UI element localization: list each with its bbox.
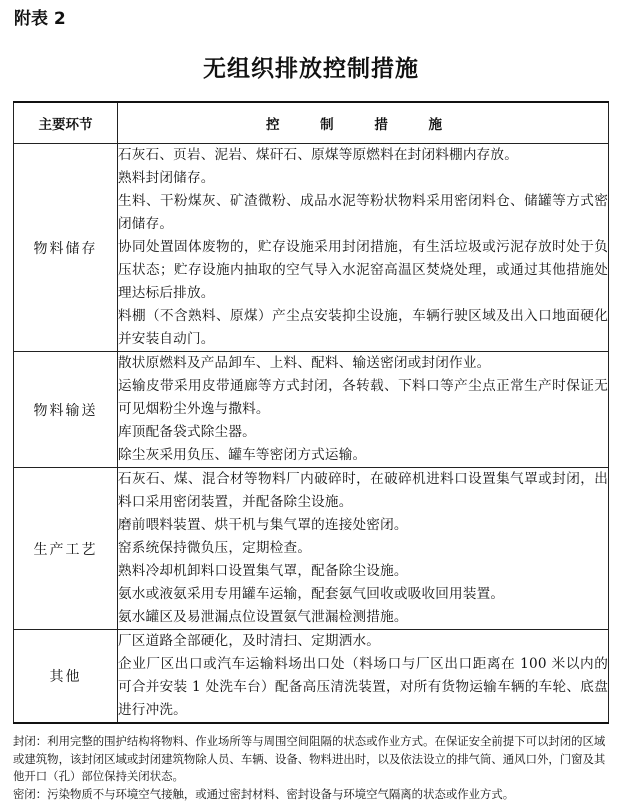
table-row-other xyxy=(14,630,609,724)
row-label-storage: 物料储存 xyxy=(14,144,118,352)
row-label-conveying: 物料输送 xyxy=(14,352,118,468)
measure-item: 散状原燃料及产品卸车、上料、配料、输送密闭或封闭作业。 xyxy=(118,355,491,371)
measure-item: 除尘灰采用负压、罐车等密闭方式运输。 xyxy=(118,447,367,463)
header-control-measures: 控 制 措 施 xyxy=(118,102,609,144)
measure-item: 氨水罐区及易泄漏点位设置氨气泄漏检测措施。 xyxy=(118,609,408,625)
table-row-conveying xyxy=(14,352,609,468)
measure-item: 磨前喂料装置、烘干机与集气罩的连接处密闭。 xyxy=(118,517,408,533)
row-label-process: 生产工艺 xyxy=(14,468,118,630)
measure-item: 库顶配备袋式除尘器。 xyxy=(118,424,256,440)
row-measures-other xyxy=(118,630,609,724)
document-title: 无组织排放控制措施 xyxy=(203,56,419,82)
measure-item: 厂区道路全部硬化，及时清扫、定期洒水。 xyxy=(118,633,381,649)
footnote-enclosed: 封闭：利用完整的围护结构将物料、作业场所等与周围空间阻隔的状态或作业方式。在保证安全前提下可以封闭的区域或建筑物，该封闭区域或封闭建筑物除人员、车辆、设备、物料进出时，以及依法设立的排气筒、通风口外，门窗及其他开口（孔）部位保持关闭状态。 xyxy=(13,734,606,783)
row-measures-storage xyxy=(118,144,609,352)
measure-item: 石灰石、页岩、泥岩、煤矸石、原煤等原燃料在封闭料棚内存放。 xyxy=(118,147,519,163)
measure-item: 熟料封闭储存。 xyxy=(118,170,215,186)
appendix-label: 附表 2 xyxy=(14,9,66,29)
measure-item: 企业厂区出口或汽车运输料场出口处（料场口与厂区出口距离在 100 米以内的可合并安装 1 处洗车台）配备高压清洗装置，对所有货物运输车辆的车轮、底盘进行冲洗。 xyxy=(118,656,608,718)
measure-item: 熟料冷却机卸料口设置集气罩，配备除尘设施。 xyxy=(118,563,408,579)
table-row-process xyxy=(14,468,609,630)
measure-item: 生料、干粉煤灰、矿渣微粉、成品水泥等粉状物料采用密闭料仓、储罐等方式密闭储存。 xyxy=(118,193,608,232)
measure-item: 窑系统保持微负压，定期检查。 xyxy=(118,540,312,556)
row-measures-conveying xyxy=(118,352,609,468)
measure-item: 运输皮带采用皮带通廊等方式封闭，各转载、下料口等产尘点正常生产时保证无可见烟粉尘外逸与撒料。 xyxy=(118,378,608,417)
header-main-link: 主要环节 xyxy=(14,102,118,144)
row-measures-process xyxy=(118,468,609,630)
measure-item: 氨水或液氨采用专用罐车运输，配套氨气回收或吸收回用装置。 xyxy=(118,586,505,602)
measure-item: 协同处置固体废物的，贮存设施采用封闭措施，有生活垃圾或污泥存放时处于负压状态；贮存设施内抽取的空气导入水泥窑高温区焚烧处理，或通过其他措施处理达标后排放。 xyxy=(118,239,608,301)
control-measures-table xyxy=(13,101,609,724)
table-row-storage xyxy=(14,144,609,352)
footnotes xyxy=(13,733,609,803)
measure-item: 料棚（不含熟料、原煤）产尘点安装抑尘设施，车辆行驶区域及出入口地面硬化并安装自动门。 xyxy=(118,308,608,347)
row-label-other: 其他 xyxy=(14,630,118,724)
table-header-row xyxy=(14,102,609,144)
footnote-sealed: 密闭：污染物质不与环境空气接触，或通过密封材料、密封设备与环境空气隔离的状态或作业方式。 xyxy=(13,786,515,801)
measure-item: 石灰石、煤、混合材等物料厂内破碎时，在破碎机进料口设置集气罩或封闭，出料口采用密闭装置，并配备除尘设施。 xyxy=(118,471,608,510)
